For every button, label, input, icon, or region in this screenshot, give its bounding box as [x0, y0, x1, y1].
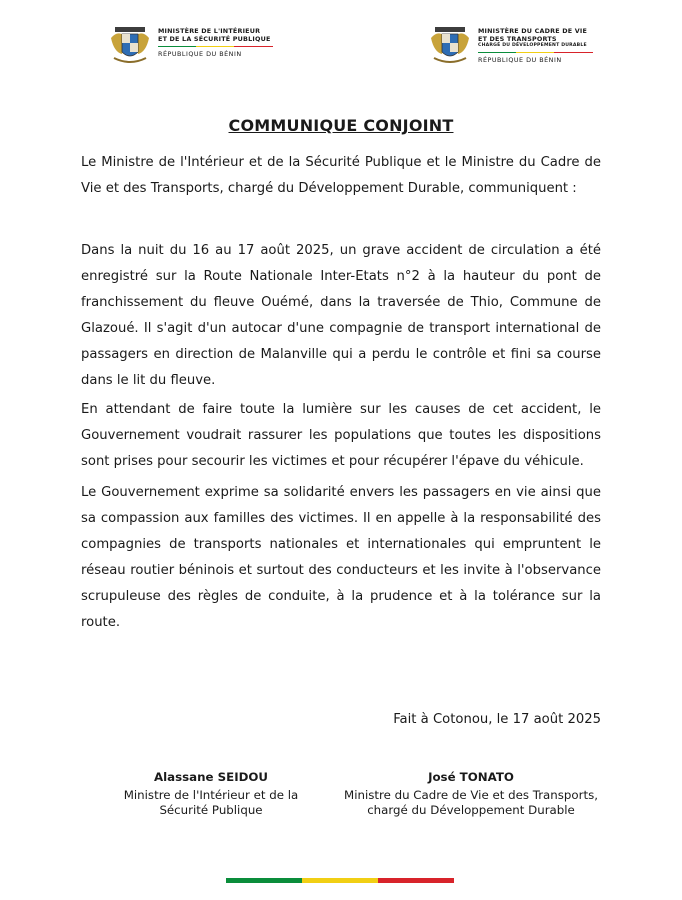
signatory-right: [340, 770, 602, 819]
signatory-left: [116, 770, 306, 819]
republic-label: RÉPUBLIQUE DU BÉNIN: [478, 56, 562, 65]
footer-flag-bar: [226, 878, 454, 883]
ministry-name-line2: ET DES TRANSPORTS: [478, 34, 557, 43]
document-title: COMMUNIQUE CONJOINT: [228, 116, 454, 135]
benin-coat-of-arms-icon: [428, 24, 472, 68]
ministry-name-line3: CHARGÉ DU DÉVELOPPEMENT DURABLE: [478, 43, 587, 49]
flag-stripe-yellow: [302, 878, 378, 883]
header-right-ministry: [428, 24, 593, 68]
signatory-name: José TONATO: [428, 770, 514, 784]
flag-rule: [158, 46, 273, 47]
paragraph-accident: Dans la nuit du 16 au 17 août 2025, un grave accident de circulation a été enregistré sur la Route Nationale Inter-Etats n°2 à la hauteur du pont de franchissement du fleuve Ouémé, dans la traversée de Thio, Commune de Glazoué. Il s'agit d'un autocar d'une compagnie de transport international de passagers en direction de Malanville qui a perdu le contrôle et fini sa course dans le lit du fleuve.: [81, 243, 601, 388]
ministry-name-line1: MINISTÈRE DU CADRE DE VIE: [478, 27, 588, 35]
ministry-name-line2: ET DE LA SÉCURITÉ PUBLIQUE: [158, 34, 271, 43]
flag-stripe-green: [226, 878, 302, 883]
header-left-ministry: [108, 24, 273, 68]
flag-rule: [478, 52, 593, 53]
paragraph-intro: Le Ministre de l'Intérieur et de la Sécurité Publique et le Ministre du Cadre de Vie et des Transports, chargé du Développement Durable, communiquent :: [81, 155, 601, 196]
republic-label: RÉPUBLIQUE DU BÉNIN: [158, 50, 242, 59]
signatory-title: Ministre du Cadre de Vie et des Transports, chargé du Développement Durable: [344, 787, 598, 817]
benin-coat-of-arms-icon: [108, 24, 152, 68]
paragraph-reassurance: En attendant de faire toute la lumière sur les causes de cet accident, le Gouvernement voudrait rassurer les populations que toutes les dispositions sont prises pour secourir les victimes et pour récupérer l'épave du véhicule.: [81, 402, 601, 469]
signatory-name: Alassane SEIDOU: [154, 770, 268, 784]
paragraph-solidarity: Le Gouvernement exprime sa solidarité envers les passagers en vie ainsi que sa compassion aux familles des victimes. Il en appelle à la responsabilité des compagnies de transports nationales et internationales qui empruntent le réseau routier béninois et surtout des conducteurs et les invite à l'observance scrupuleuse des règles de conduite, à la prudence et à la tolérance sur la route.: [81, 485, 601, 630]
signatory-title: Ministre de l'Intérieur et de la Sécurité Publique: [123, 787, 299, 817]
flag-stripe-red: [378, 878, 454, 883]
ministry-name-line1: MINISTÈRE DE L'INTÉRIEUR: [158, 27, 261, 35]
place-date: Fait à Cotonou, le 17 août 2025: [393, 712, 601, 727]
